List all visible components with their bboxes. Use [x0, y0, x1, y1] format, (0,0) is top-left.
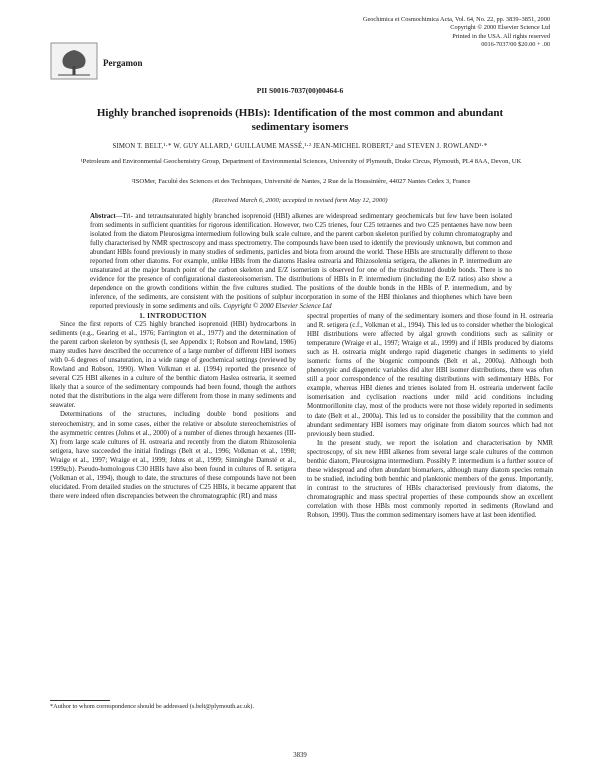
left-column — [50, 320, 296, 501]
affiliation-2: ²ISOMer, Faculté des Sciences et des Techniques, Université de Nantes, 2 Rue de la Houssinière, 44027 Nantes Cedex 3, France — [131, 178, 471, 185]
journal-line: 0016-7037/00 $20.00 + .00 — [481, 41, 550, 49]
journal-citation-block — [290, 16, 550, 50]
journal-line: Printed in the USA. All rights reserved — [452, 32, 550, 40]
intro-paragraph: In the present study, we report the isolation and characterisation by NMR spectroscopy, of six new HBI alkenes from several large scale cultures of the common benthic diatom, Pleurosigma intermedium. Possibly P. intermedium is a further source of these widespread and often abundant biomarkers, although many diatom species remain to be studied, including both benthic and planktonic members of the genus. Importantly, in contrast to the structures of HBIs characterised previously from diatoms, the chromatographic and mass spectral properties of these compounds show an excellent correlation with those HBIs most commonly reported in sediments (Rowland and Robson, 1990). Thus the common sedimentary isomers have at last been identified. — [307, 439, 553, 520]
footnote-divider — [50, 700, 110, 701]
affiliation-1: ¹Petroleum and Environmental Geochemistry Group, Department of Environmental Sciences, University of Plymouth, Drake Circus, Plymouth, PL4 8AA, Devon, UK — [80, 158, 522, 165]
journal-line: Copyright © 2000 Elsevier Science Ltd — [450, 24, 550, 32]
abstract-label: Abstract — [90, 213, 116, 220]
abstract-copyright: Copyright © 2000 Elsevier Science Ltd — [223, 303, 332, 311]
abstract-text: —Tri- and tetraunsaturated highly branched isoprenoid (HBI) alkenes are widespread sedimentary geochemicals but few have been isolated from sediments in sufficient quantities for rigorous identification. However, two C25 trienes, four C25 tetraenes and two C25 pentaenes have now been isolated from the diatom Pleurosigma intermedium following bulk scale culture, and the parent carbon skeleton purified by column chromatography and fully characterised by NMR spectroscopy and mass spectrometry. The compounds have been used to identify the previously unknown, but common and abundant HBIs found previously in many studies of sediments, particles and biota from around the world. These HBIs are structurally different to those reported from other diatoms. For example, unlike HBIs from the diatoms Haslea ostrearia and Rhizosolenia setigera, the alkenes in P. intermedium are unsaturated at the major branch point of the carbon skeleton and E/Z isomerism is observed for one of the trisubstituted double bonds. There is no evidence for the presence of configurational diastereoisomerism. The distributions of HBIs in P. intermedium (including the E/Z ratios) also show a dependence on the growth conditions within the five cultures studied. The positions of the double bonds in the HBIs of P. intermedium, and by inference, of the sediments, are consistent with the positions of sulphur incorporation in some of the HBI thiolanes and thiophenes which have been reported previously in some sediments and oils. — [90, 213, 512, 311]
correspondence-footnote: *Author to whom correspondence should be addressed (s.belt@plymouth.ac.uk). — [50, 703, 254, 710]
elsevier-tree-logo-icon — [50, 42, 98, 80]
section-heading-introduction: 1. INTRODUCTION — [139, 312, 207, 320]
page-number: 3839 — [293, 752, 307, 759]
author-list: SIMON T. BELT,¹·* W. GUY ALLARD,¹ GUILLAUME MASSÉ,¹·² JEAN-MICHEL ROBERT,² and STEVEN J. ROWLAND¹·* — [112, 143, 488, 150]
received-dates: (Received March 6, 2000; accepted in revised form May 12, 2000) — [212, 197, 388, 204]
intro-paragraph: Determinations of the structures, including double bond positions and stereochemistry, and in some cases, either the relative or absolute stereochemistries of the asymmetric centres (Johns et al., 2000) of a number of dienes through hexaenes (III-X) from large scale cultures of H. ostrearia and recently from the diatom Rhizosolenia setigera, have succeeded the initial findings (Belt et al., 1996; Volkman et al., 1998; Wraige et al., 1997; Wraige et al., 1999; Johns et al., 1999; Sinninghe Damsté et al., 1999a;b). Pseudo-homologous C30 HBIs have also been found in cultures of R. setigera (Volkman et al., 1994), though to date, the structures of these compounds have not been elucidated. From detailed studies on the structures of C25 HBIs, it became apparent that there were indeed often discrepancies between the chromatographic (RI) and mass — [50, 411, 296, 500]
intro-paragraph: Since the first reports of C25 highly branched isoprenoid (HBI) hydrocarbons in sediments (e.g., Gearing et al., 1976; Farrington et al., 1977) and the determination of the parent carbon skeleton by synthesis (I, see Appendix 1; Robson and Rowland, 1986) many studies have described the occurrence of a large number of different HBI isomers with 0–6 degrees of unsaturation, in a wide range of geochemical settings (reviewed by Rowland and Robson, 1990). When Volkman et al. (1994) reported the presence of several C25 HBI alkenes in a culture of the benthic diatom Haslea ostrearia, it seemed likely that a source of the sedimentary compounds had been found, though the authors noted that the distributions in the alga were different from those in many sediments and seawater. — [50, 321, 296, 410]
journal-line: Geochimica et Cosmochimica Acta, Vol. 64, No. 22, pp. 3839–3851, 2000 — [362, 16, 550, 23]
right-column — [307, 312, 553, 520]
paper-title: Highly branched isoprenoids (HBIs): Identification of the most common and abundant sedimentary isomers — [96, 107, 504, 133]
publisher-name: Pergamon — [103, 58, 143, 68]
abstract — [90, 212, 512, 312]
pii-identifier: PII S0016-7037(00)00464-6 — [256, 86, 344, 95]
intro-paragraph: spectral properties of many of the sedimentary isomers and those found in H. ostrearia and R. setigera (c.f., Volkman et al., 1994). This led us to consider whether the biological HBI distributions were affected by algal growth conditions such as salinity or temperature (Wraige et al., 1997; Wraige et al., 1999) and if HBIs produced by diatoms such as H. ostrearia might undergo rapid diagenetic changes in sediments to yield isomeric forms of the biogenic compounds (Belt et al., 2000a). Although both phenotypic and diagenetic variables did alter HBI isomer distributions, there was often still a poor correspondence of the resulting distributions with sedimentary HBIs. For example, whereas HBI dienes and trienes isolated from H. ostrearia underwent facile isomerisation and cyclisation reactions under mild acid conditions including Montmorillonite clay, most of the products were not those widely reported in sediments to date (Belt et al., 2000a). This led us to consider the possibility that the common and abundant sedimentary HBI isomers may originate from diatom sources which had not previously been studied. — [307, 313, 553, 438]
